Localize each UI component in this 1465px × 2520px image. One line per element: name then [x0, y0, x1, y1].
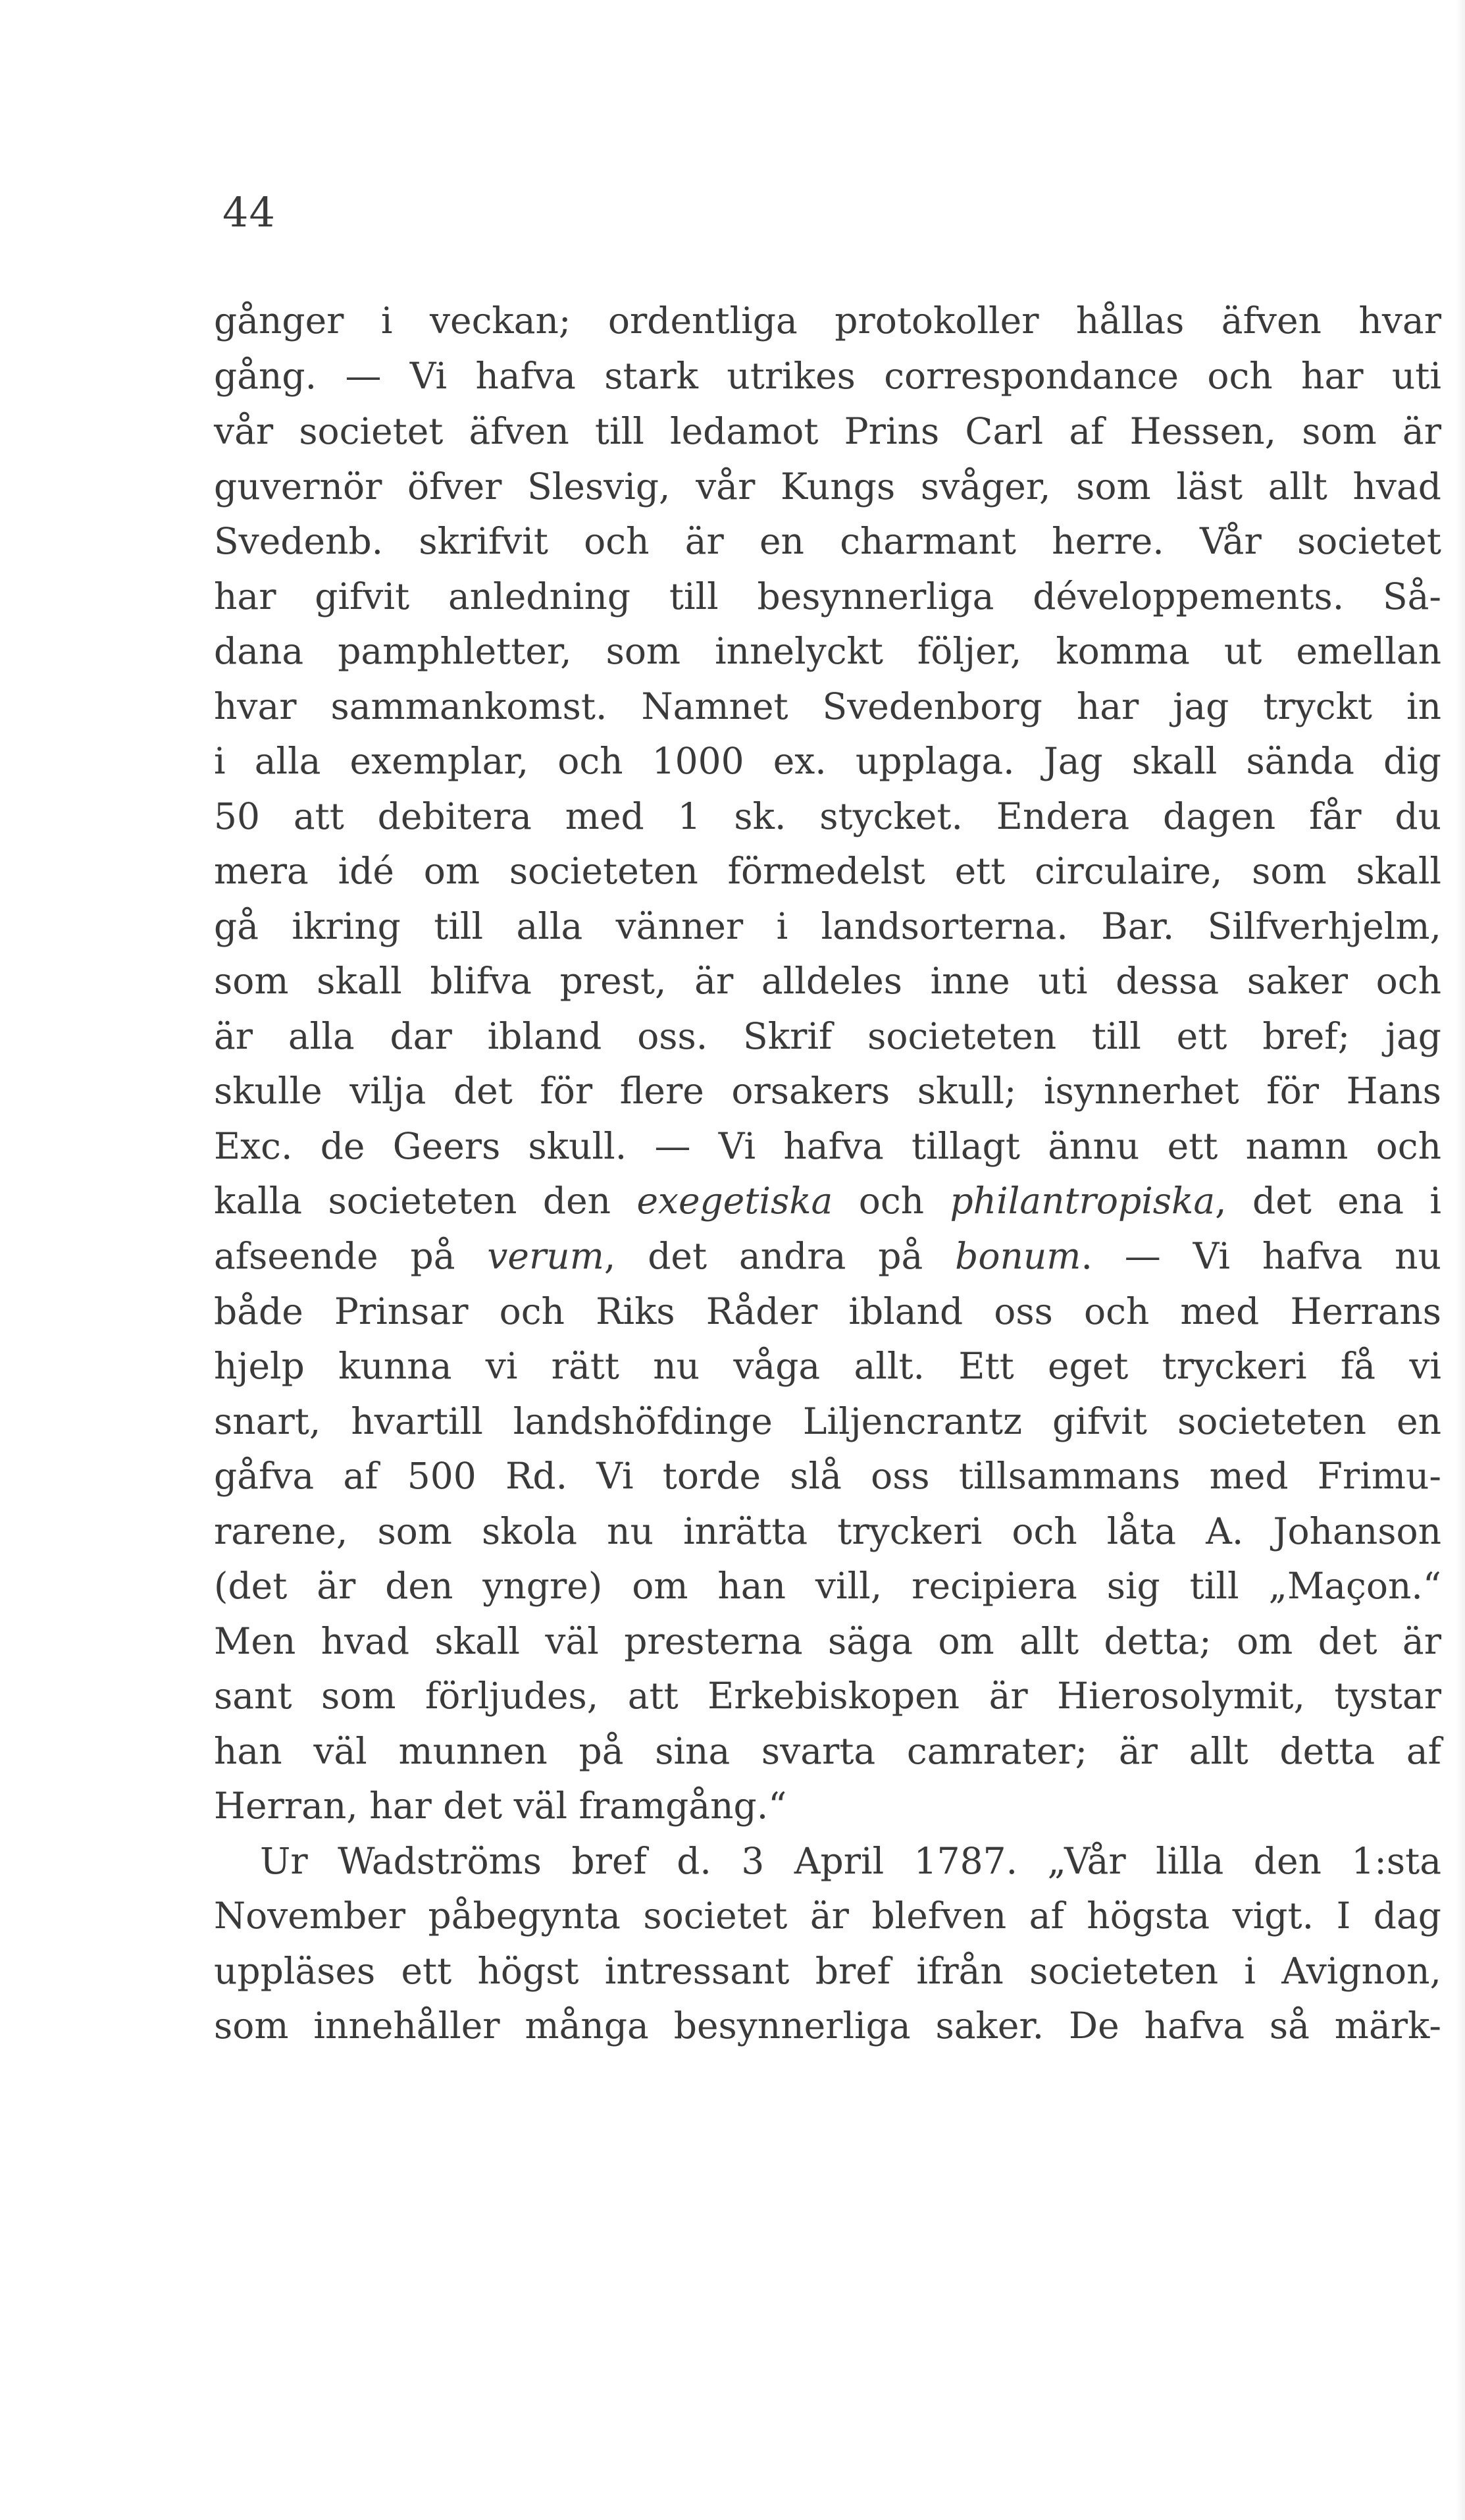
text-segment: afseende på [214, 1235, 488, 1277]
text-segment: Herran, har det väl framgång.“ [214, 1785, 787, 1827]
text-segment: Men hvad skall väl presterna säga om allt detta; om det är [214, 1620, 1441, 1662]
text-segment: gåfva af 500 Rd. Vi torde slå oss tillsammans med Frimu- [214, 1455, 1441, 1497]
text-segment: , det andra på [604, 1235, 956, 1277]
text-segment: Exc. de Geers skull. — Vi hafva tillagt ännu ett namn och [214, 1125, 1441, 1167]
text-segment: , det ena i [1215, 1180, 1441, 1222]
text-segment: gå ikring till alla vänner i landsorterna. Bar. Silfverhjelm, [214, 905, 1441, 947]
italic-text: exegetiska [636, 1180, 833, 1222]
text-segment: gång. — Vi hafva stark utrikes correspondance och har uti [214, 355, 1441, 397]
page-number: 44 [222, 188, 276, 236]
italic-text: philantropiska [950, 1180, 1216, 1222]
text-segment: rarene, som skola nu inrätta tryckeri och låta A. Johanson [214, 1510, 1441, 1552]
text-segment: 50 att debitera med 1 sk. stycket. Endera dagen får du [214, 795, 1441, 837]
text-segment: som innehåller många besynnerliga saker. De hafva så märk- [214, 2005, 1441, 2047]
text-segment: uppläses ett högst intressant bref ifrån societeten i Avignon, [214, 1950, 1441, 1992]
text-segment: gånger i veckan; ordentliga protokoller hållas äfven hvar [214, 300, 1441, 342]
text-segment: är alla dar ibland oss. Skrif societeten till ett bref; jag [214, 1015, 1441, 1057]
page-edge-shadow [1456, 0, 1465, 2520]
text-segment: November påbegynta societet är blefven af högsta vigt. I dag [214, 1895, 1441, 1937]
text-segment: vår societet äfven till ledamot Prins Carl af Hessen, som är [214, 410, 1441, 452]
text-segment: guvernör öfver Slesvig, vår Kungs svåger, som läst allt hvad [214, 465, 1441, 508]
text-segment: både Prinsar och Riks Råder ibland oss och med Herrans [214, 1290, 1441, 1332]
text-segment: Svedenb. skrifvit och är en charmant herre. Vår societet [214, 520, 1441, 562]
text-segment: sant som förljudes, att Erkebiskopen är Hierosolymit, tystar [214, 1675, 1441, 1717]
text-line [214, 1993, 1441, 2059]
text-segment: . — Vi hafva nu [1081, 1235, 1441, 1277]
italic-text: verum [487, 1235, 604, 1277]
text-segment: i alla exemplar, och 1000 ex. upplaga. Jag skall sända dig [214, 740, 1441, 782]
text-segment: (det är den yngre) om han vill, recipiera sig till „Maçon.“ [214, 1565, 1441, 1607]
text-segment: kalla societeten den [214, 1180, 637, 1222]
text-segment: hjelp kunna vi rätt nu våga allt. Ett eget tryckeri få vi [214, 1345, 1441, 1387]
text-segment: snart, hvartill landshöfdinge Liljencrantz gifvit societeten en [214, 1400, 1441, 1442]
text-segment: hvar sammankomst. Namnet Svedenborg har jag tryckt in [214, 685, 1441, 727]
text-segment: skulle vilja det för flere orsakers skull; isynnerhet för Hans [214, 1070, 1441, 1112]
text-segment: dana pamphletter, som innelyckt följer, komma ut emellan [214, 630, 1441, 672]
text-segment: Ur Wadströms bref d. 3 April 1787. „Vår lilla den 1:sta [260, 1840, 1441, 1882]
text-segment: har gifvit anledning till besynnerliga développements. Så- [214, 575, 1441, 617]
text-segment: mera idé om societeten förmedelst ett circulaire, som skall [214, 850, 1441, 892]
text-segment: han väl munnen på sina svarta camrater; är allt detta af [214, 1730, 1441, 1772]
text-segment: och [833, 1180, 950, 1222]
text-segment: som skall blifva prest, är alldeles inne uti dessa saker och [214, 960, 1441, 1002]
italic-text: bonum [955, 1235, 1081, 1277]
